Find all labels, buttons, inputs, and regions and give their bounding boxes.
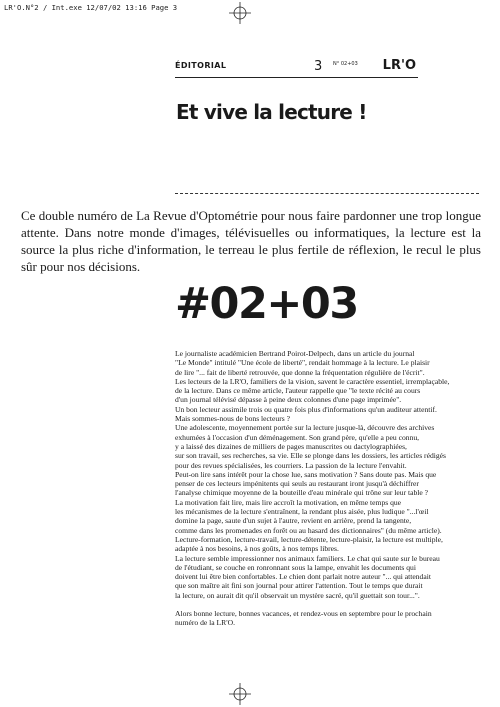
body-line: y a laissé des dizaines de milliers de pages manuscrites ou dactylographiées, xyxy=(175,441,407,451)
body-line: de la lecture. Dans ce même article, l'auteur rappelle que "le texte récité au cours xyxy=(175,386,421,396)
body-line: sur son travail, ses recherches, sa vie. Elle se plonge dans les dossiers, les articles rédigés xyxy=(175,451,446,461)
registration-mark-bottom xyxy=(229,683,251,705)
section-label: ÉDITORIAL xyxy=(175,61,227,70)
body-line: de lire "... fait de liberté retrouvée, que donne la fréquentation régulière de l'écrit". xyxy=(175,367,425,377)
body-line: Peut-on lire sans intérêt pour la chose lue, sans motivation ? Sans doute pas. Mais que xyxy=(175,469,437,479)
closing-line: Alors bonne lecture, bonnes vacances, et rendez-vous en septembre pour le prochain xyxy=(175,609,432,619)
page-number: 3 xyxy=(314,59,323,74)
issue-number: N° 02+03 xyxy=(333,61,358,67)
body-line: de l'étudiant, se couche en ronronnant sous la lampe, envahit les documents qui xyxy=(175,562,416,572)
body-line: pour des revues spécialisées, les courriers. La passion de la lecture l'envahit. xyxy=(175,460,407,470)
body-line: comme dans les promenades en forêt ou au hasard des dictionnaires" (du même article). xyxy=(175,525,442,535)
print-slug: LR'O.N°2 / Int.exe 12/07/02 13:16 Page 3 xyxy=(4,3,178,12)
body-line: "Le Monde" intitulé "Une école de liberté", rendait hommage à la lecture. Le plaisir xyxy=(175,358,430,368)
issue-big-number: #02+03 xyxy=(175,279,358,329)
body-line: domine la page, saute d'un sujet à l'autre, revient en arrière, prend la tangente, xyxy=(175,516,412,526)
body-line: penser de ces lecteurs impénitents qui seuls au restaurant iront jusqu'à déchiffrer xyxy=(175,479,419,489)
body-line: d'un journal télévisé dépasse à peine deux colonnes d'une page imprimée". xyxy=(175,395,402,405)
body-line: que son maître ait fini son journal pour attirer l'attention. Tout le temps que durait xyxy=(175,581,423,591)
body-line: Les lecteurs de la LR'O, familiers de la vision, savent le caractère essentiel, irremplaçable, xyxy=(175,376,450,386)
body-line: adaptée à nos besoins, à nos goûts, à nos temps libres. xyxy=(175,544,339,554)
article-body xyxy=(175,349,473,628)
body-line: La motivation fait lire, mais lire accroît la motivation, en même temps que xyxy=(175,497,402,507)
body-line: doivent lui être bien confortables. Le chien dont parlait notre auteur "... qui attendait xyxy=(175,572,431,582)
body-line: exhumées à l'occasion d'un déménagement. Son grand père, qu'elle a peu connu, xyxy=(175,432,420,442)
body-line: Un bon lecteur assimile trois ou quatre fois plus d'informations qu'un auditeur attentif. xyxy=(175,404,437,414)
page-header xyxy=(175,55,418,78)
body-line: La lecture semble impressionner nos animaux familiers. Le chat qui saute sur le bureau xyxy=(175,553,440,563)
body-line: Mais sommes-nous de bons lecteurs ? xyxy=(175,414,290,424)
body-line: Une adolescente, moyennement portée sur la lecture jusque-là, découvre des archives xyxy=(175,423,435,433)
body-line: l'analyse chimique moyenne de la bouteille d'eau minérale qui trône sur leur table ? xyxy=(175,488,429,498)
dashed-divider xyxy=(175,193,479,194)
body-line: Le journaliste académicien Bertrand Poirot-Delpech, dans un article du journal xyxy=(175,349,415,358)
registration-mark-top xyxy=(229,2,251,24)
body-line: Lecture-formation, lecture-travail, lecture-détente, lecture-plaisir, la lecture est multiple, xyxy=(175,534,443,544)
brand-logo: LR'O xyxy=(382,58,416,73)
page-title: Et vive la lecture ! xyxy=(176,100,367,124)
intro-paragraph: Ce double numéro de La Revue d'Optométrie pour nous faire pardonner une trop longue attente. Dans notre monde d'images, télévisuelles ou informatiques, la lecture est la source la plus riche d'information, le terreau le plus fertile de réflexion, le recul le plus sûr pour nos décisions. xyxy=(21,208,481,274)
body-line: la lecture, on aurait dit qu'il observait un mystère sacré, qu'il guettait son tour...". xyxy=(175,590,420,600)
closing-line: numéro de la LR'O. xyxy=(175,618,235,628)
body-line: les mécanismes de la lecture s'entraînent, la rendant plus aisée, plus ludique "...l'œil xyxy=(175,507,429,517)
